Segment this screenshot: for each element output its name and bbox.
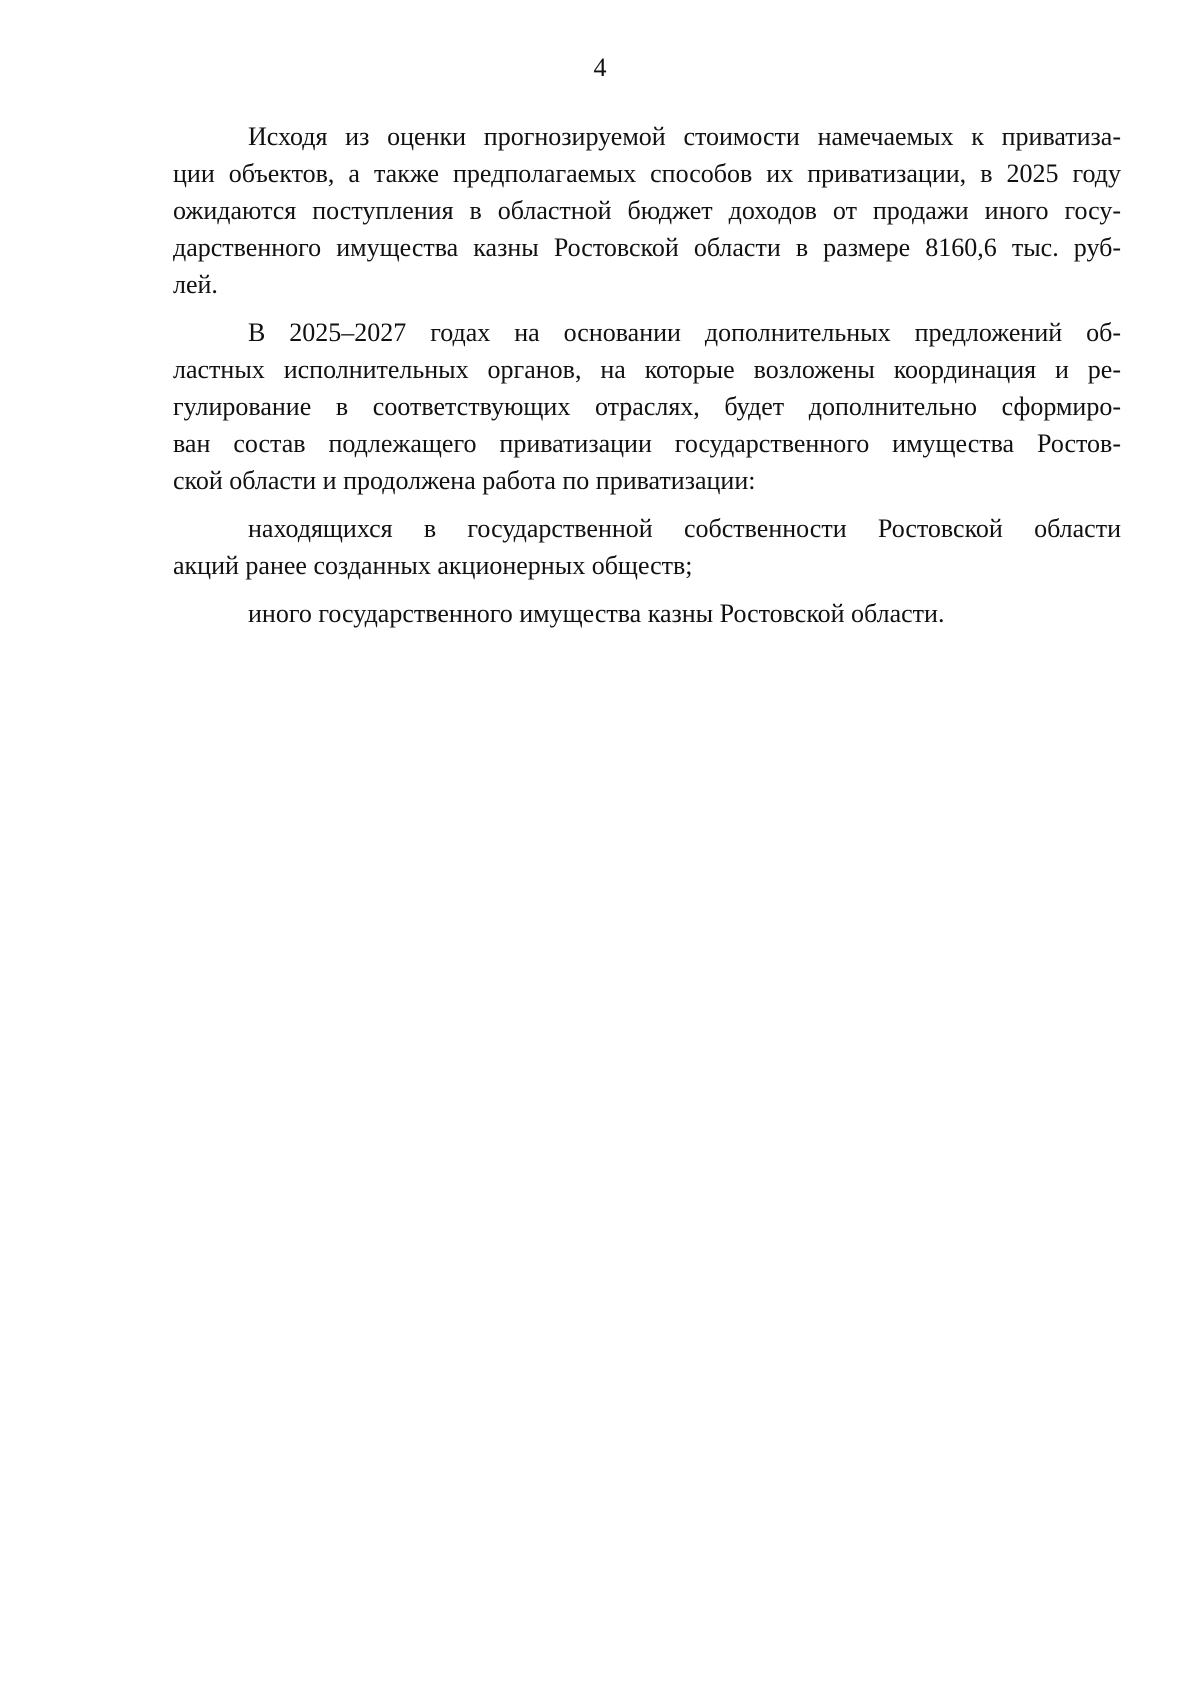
page-number: 4 (593, 53, 607, 82)
list-item-treasury-property (173, 595, 1121, 632)
paragraph-line: Исходя из оценки прогнозируемой стоимости намечаемых к приватиза- (248, 122, 1121, 151)
paragraph-privatization-income (173, 118, 1121, 303)
paragraph-line: находящихся в государственной собственности Ростовской области (248, 514, 1121, 543)
paragraph-line: акций ранее созданных акционерных обществ; (173, 551, 693, 580)
paragraph-line: иного государственного имущества казны Ростовской области. (248, 599, 945, 628)
paragraph-line: гулирование в соответствующих отраслях, будет дополнительно сформиро- (173, 392, 1121, 421)
paragraph-line: ластных исполнительных органов, на которые возложены координация и ре- (173, 355, 1121, 384)
paragraph-line: ской области и продолжена работа по приватизации: (173, 466, 756, 495)
paragraph-line: ожидаются поступления в областной бюджет доходов от продажи иного госу- (173, 196, 1121, 225)
paragraph-line: ции объектов, а также предполагаемых способов их приватизации, в 2025 году (173, 159, 1121, 188)
paragraph-line: лей. (173, 270, 218, 299)
paragraph-line: В 2025–2027 годах на основании дополнительных предложений об- (248, 318, 1121, 347)
paragraph-line: дарственного имущества казны Ростовской области в размере 8160,6 тыс. руб- (173, 233, 1121, 262)
paragraph-line: ван состав подлежащего приватизации государственного имущества Ростов- (173, 429, 1121, 458)
paragraph-2025-2027-plan (173, 314, 1121, 499)
document-body (173, 118, 1121, 643)
list-item-shares (173, 510, 1121, 584)
